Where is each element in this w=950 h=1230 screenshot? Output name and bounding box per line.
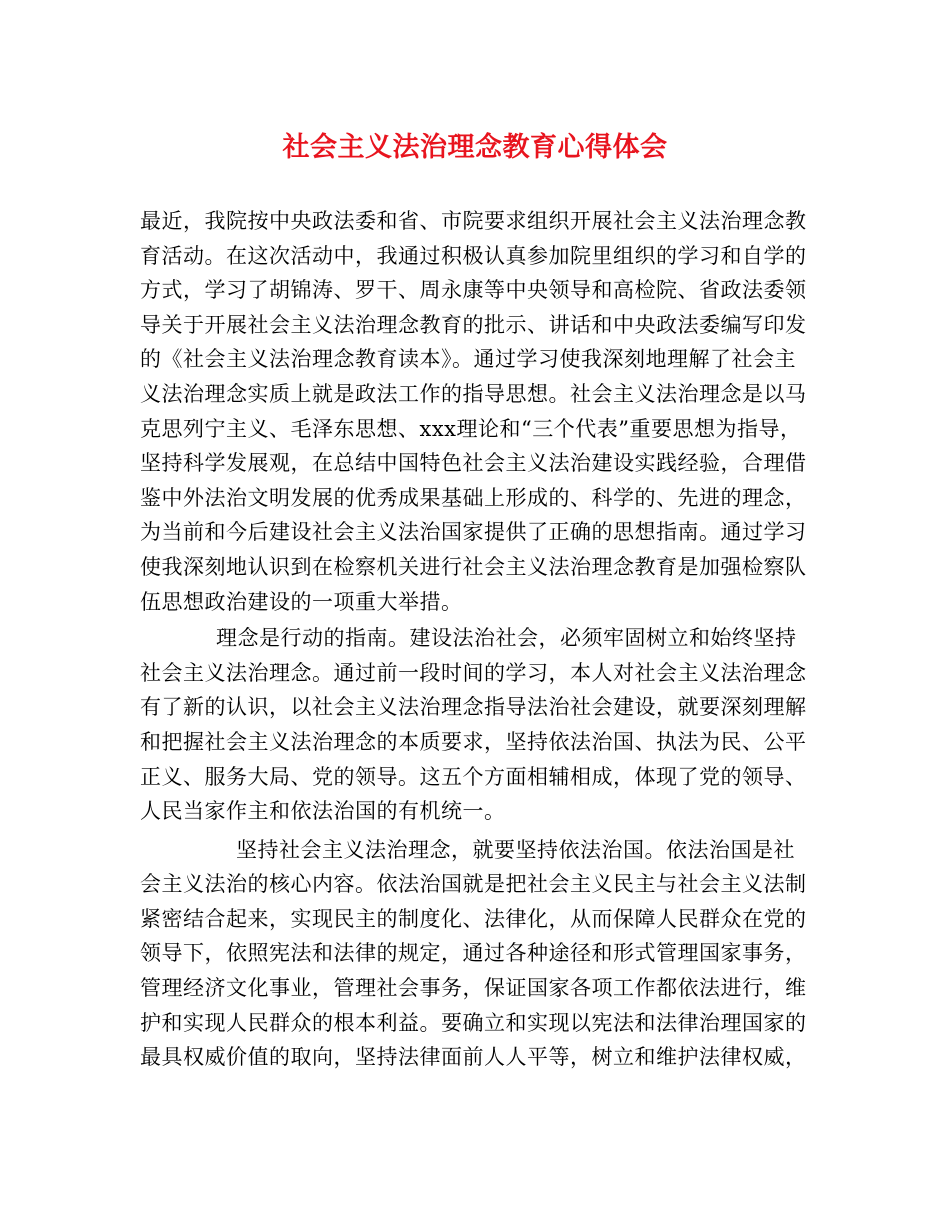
text-line: 克思列宁主义、毛泽东思想、xxx理论和“三个代表”重要思想为指导，	[140, 416, 802, 441]
text-line: 有了新的认识，以社会主义法治理念指导法治社会建设，就要深刻理解	[140, 695, 807, 720]
text-line: 育活动。在这次活动中，我通过积极认真参加院里组织的学习和自学的	[140, 243, 807, 268]
text-line: 坚持科学发展观，在总结中国特色社会主义法治建设实践经验，合理借	[140, 451, 807, 476]
text-line: 领导下，依照宪法和法律的规定，通过各种途径和形式管理国家事务，	[140, 941, 807, 966]
text-line: 导关于开展社会主义法治理念教育的批示、讲话和中央政法委编写印发	[140, 312, 807, 337]
text-line: 正义、服务大局、党的领导。这五个方面相辅相成，体现了党的领导、	[140, 764, 807, 789]
text-line: 护和实现人民群众的根本利益。要确立和实现以宪法和法律治理国家的	[140, 1010, 807, 1035]
paragraph-2	[140, 621, 820, 829]
text-line: 管理经济文化事业，管理社会事务，保证国家各项工作都依法进行，维	[140, 976, 807, 1001]
paragraph-3	[140, 833, 820, 1075]
text-line: 理念是行动的指南。建设法治社会，必须牢固树立和始终坚持	[216, 626, 797, 651]
text-line: 坚持社会主义法治理念，就要坚持依法治国。依法治国是社	[236, 837, 795, 862]
text-line: 使我深刻地认识到在检察机关进行社会主义法治理念教育是加强检察队	[140, 554, 807, 579]
document-title: 社会主义法治理念教育心得体会	[282, 132, 668, 163]
paragraph-1	[140, 204, 820, 619]
text-line: 紧密结合起来，实现民主的制度化、法律化，从而保障人民群众在党的	[140, 906, 807, 931]
text-line: 社会主义法治理念。通过前一段时间的学习，本人对社会主义法治理念	[140, 660, 807, 685]
text-line: 和把握社会主义法治理念的本质要求，坚持依法治国、执法为民、公平	[140, 729, 807, 754]
text-line: 会主义法治的核心内容。依法治国就是把社会主义民主与社会主义法制	[140, 872, 807, 897]
document-body	[140, 204, 820, 1075]
text-line: 为当前和今后建设社会主义法治国家提供了正确的思想指南。通过学习	[140, 520, 807, 545]
text-line: 方式，学习了胡锦涛、罗干、周永康等中央领导和高检院、省政法委领	[140, 278, 807, 303]
text-line: 最具权威价值的取向，坚持法律面前人人平等，树立和维护法律权威，	[140, 1045, 807, 1070]
text-line: 义法治理念实质上就是政法工作的指导思想。社会主义法治理念是以马	[140, 381, 807, 406]
text-line: 鉴中外法治文明发展的优秀成果基础上形成的、科学的、先进的理念，	[140, 485, 807, 510]
text-line: 的《社会主义法治理念教育读本》。通过学习使我深刻地理解了社会主	[140, 347, 796, 372]
text-line: 人民当家作主和依法治国的有机统一。	[140, 799, 506, 824]
text-line: 最近，我院按中央政法委和省、市院要求组织开展社会主义法治理念教	[140, 209, 807, 233]
text-line: 伍思想政治建设的一项重大举措。	[140, 589, 463, 614]
